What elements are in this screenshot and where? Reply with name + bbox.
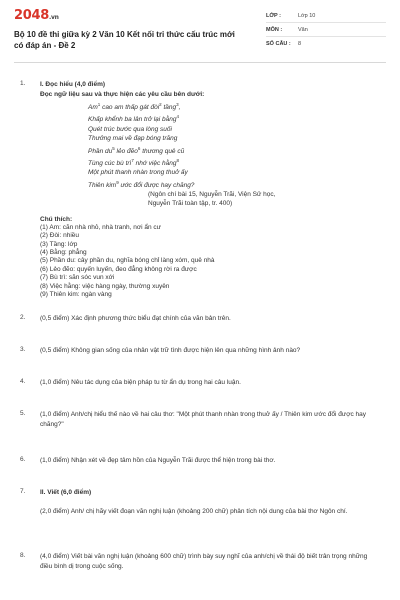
meta-row-subject — [266, 23, 386, 37]
poem-line — [88, 112, 380, 124]
footnote-marker: 9 — [116, 179, 119, 185]
logo-text: 2048 — [14, 8, 49, 23]
meta-row-class — [266, 9, 386, 23]
notes-list — [40, 224, 380, 300]
meta-value: 8 — [298, 41, 302, 47]
question-1 — [20, 80, 380, 299]
meta-value: Lớp 10 — [298, 12, 316, 19]
header — [14, 8, 386, 63]
footnote-marker: 7 — [131, 157, 134, 163]
poem-line — [88, 144, 380, 156]
poem-text: Thiên kim — [88, 181, 117, 189]
question-5 — [20, 410, 380, 430]
poem-text: thương quê cũ — [140, 147, 185, 155]
question-text: (4,0 điểm) Viết bài văn nghị luận (khoảng 600 chữ) trình bày suy nghĩ của anh/chị về thái độ biết trân trọng những điều bình dị trong cuộc sống. — [40, 553, 368, 570]
section-heading: II. Viết (6,0 điểm) — [40, 489, 92, 496]
notes-title: Chú thích: — [40, 215, 73, 223]
question-number: 4. — [20, 378, 26, 385]
poem-text: Khấp khểnh ba lân trở lại bằng — [88, 116, 177, 124]
note-item: (7) Bù trì: săn sóc vun xới — [40, 274, 115, 282]
footnote-marker: 3 — [176, 102, 179, 107]
poem — [88, 100, 380, 190]
poem-line — [88, 168, 380, 177]
note-item: (8) Việc hằng: việc hàng ngày, thường xuyên — [40, 282, 170, 290]
question-text: (1,0 điểm) Nêu tác dụng của biện pháp tu từ ẩn dụ trong hai câu luận. — [40, 379, 241, 386]
poem-text: , — [178, 104, 181, 112]
meta-value: Văn — [298, 26, 308, 33]
meta-label: MÔN : — [266, 26, 283, 33]
question-text: (2,0 điểm) Anh/ chị hãy viết đoạn văn nghị luận (khoảng 200 chữ) phân tích nội dung của bài thơ Ngôn chí. — [40, 508, 348, 515]
reading-instruction: Đọc ngữ liệu sau và thực hiện các yêu cầu bên dưới: — [40, 91, 205, 98]
source-line-1: (Ngôn chí bài 15, Nguyễn Trãi, Viện Sử học, — [148, 191, 276, 199]
note-item: (1) Am: căn nhà nhỏ, nhà tranh, nơi ẩn cư — [40, 223, 161, 231]
question-number: 5. — [20, 410, 26, 417]
poem-text: ước đổi được hay chăng? — [118, 181, 195, 189]
question-text: (1,0 điểm) Anh/chị hiểu thế nào về hai câu thơ: "Một phút thanh nhàn trong thuở ấy / Thiên kim ước đổi được hay chăng?" — [40, 411, 367, 428]
question-8 — [20, 552, 380, 572]
logo-tld: .vn — [48, 14, 59, 21]
question-number: 3. — [20, 346, 26, 353]
question-number: 1. — [20, 80, 26, 87]
poem-text: tầng — [161, 104, 177, 112]
note-item: (5) Phần du: cây phần du, nghĩa bóng chỉ làng xóm, quê nhà — [40, 257, 215, 265]
note-item: (2) Đòi: nhiều — [40, 232, 80, 240]
question-6 — [20, 456, 380, 466]
question-2 — [20, 314, 380, 324]
poem-text: Thưởng mai về đạp bóng trăng — [88, 135, 178, 143]
note-item: (3) Tầng: lớp — [40, 240, 78, 248]
footnote-marker: 4 — [176, 114, 180, 120]
poem-text: nhớ việc hằng — [133, 160, 177, 168]
poem-text: cao am thấp gát đòi — [100, 104, 160, 112]
poem-line — [88, 178, 380, 190]
question-7 — [20, 488, 380, 517]
question-text: (0,5 điểm) Không gian sống của nhân vật trữ tình được hiện lên qua những hình ảnh nào? — [40, 347, 301, 354]
footnote-marker: 1 — [97, 102, 101, 107]
question-number: 2. — [20, 314, 26, 321]
question-4 — [20, 378, 380, 388]
poem-text: Tùng cúc bù trì — [88, 160, 132, 168]
meta-label: LỚP : — [266, 12, 281, 19]
source-line-2: Nguyễn Trãi toàn tập, tr. 400) — [148, 200, 233, 208]
poem-text: Am — [88, 104, 98, 112]
footnote-marker: 5 — [112, 145, 115, 151]
question-number: 6. — [20, 456, 26, 463]
question-3 — [20, 346, 380, 356]
poem-line — [88, 156, 380, 168]
document-title: Bộ 10 đề thi giữa kỳ 2 Văn 10 Kết nối tri thức cấu trúc mới có đáp án - Đề 2 — [14, 30, 235, 50]
poem-text: lẻo đẽo — [114, 147, 138, 155]
question-text: (0,5 điểm) Xác định phương thức biểu đạt chính của văn bản trên. — [40, 315, 231, 322]
section-heading: I. Đọc hiểu (4,0 điểm) — [40, 81, 106, 88]
poem-line — [88, 100, 380, 112]
poem-text: Một phút thanh nhàn trong thuở ấy — [88, 169, 188, 177]
poem-text: Quét trúc bước qua lòng suối — [88, 125, 172, 133]
meta-label: SỐ CÂU : — [266, 41, 291, 47]
note-item: (4) Bằng: phẳng — [40, 248, 87, 256]
note-item: (6) Lẻo đẽo: quyến luyến, đeo đẳng không rời ra được — [40, 265, 197, 273]
note-item: (9) Thiên kim: ngàn vàng — [40, 291, 112, 298]
meta-box — [266, 8, 386, 62]
header-left — [14, 8, 246, 62]
question-number: 7. — [20, 488, 26, 495]
site-logo[interactable] — [14, 8, 246, 26]
meta-row-count — [266, 37, 386, 51]
question-text: (1,0 điểm) Nhận xét về đẹp tâm hồn của Nguyễn Trãi được thể hiện trong bài thơ. — [40, 457, 276, 464]
footnote-marker: 6 — [137, 145, 141, 151]
poem-text: Phần du — [88, 147, 113, 155]
poem-line — [88, 125, 380, 134]
footnote-marker: 8 — [176, 157, 179, 163]
footnote-marker: 2 — [159, 102, 162, 107]
poem-line — [88, 134, 380, 143]
question-number: 8. — [20, 552, 26, 559]
